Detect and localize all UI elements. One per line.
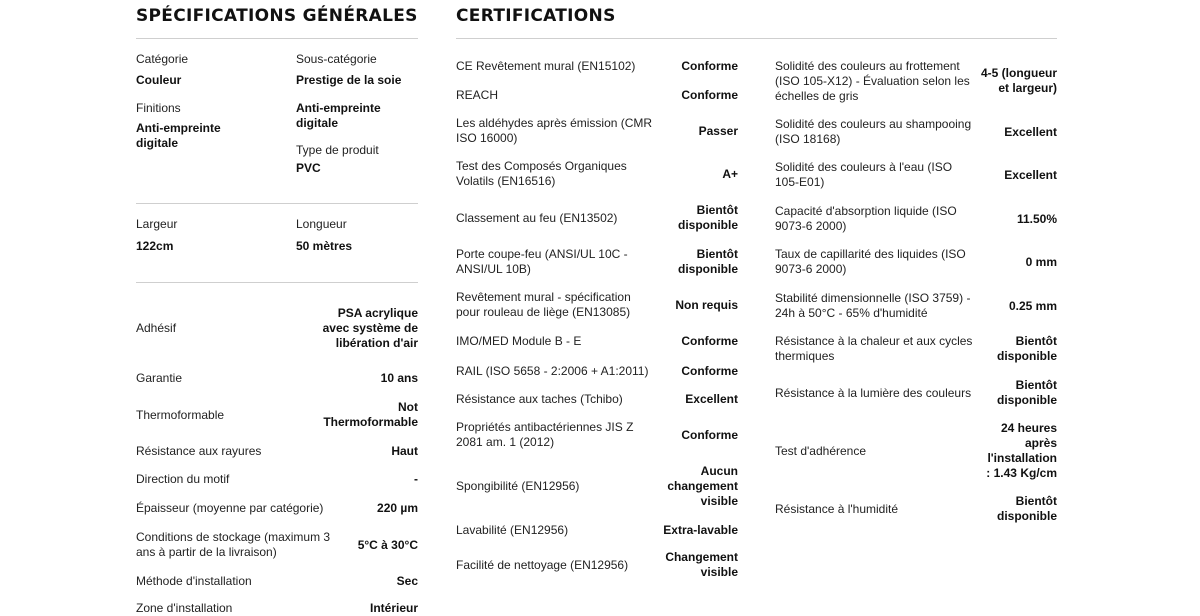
cert-label: Solidité des couleurs à l'eau (ISO 105-E01) bbox=[775, 160, 953, 189]
cert-row bbox=[456, 159, 738, 189]
cert-label: IMO/MED Module B - E bbox=[456, 333, 582, 348]
certifications-title: CERTIFICATIONS bbox=[456, 6, 616, 26]
cert-label: RAIL (ISO 5658 - 2:2006 + A1:2011) bbox=[456, 363, 649, 378]
cert-label: Revêtement mural - spécification pour rouleau de liège (EN13085) bbox=[456, 290, 631, 319]
width-value: 122cm bbox=[136, 239, 174, 253]
cert-value: 24 heures après l'installation : 1.43 Kg/cm bbox=[986, 421, 1057, 480]
cert-value: Bientôt disponible bbox=[678, 203, 738, 232]
cert-value: Conforme bbox=[681, 333, 738, 348]
cert-row bbox=[456, 362, 738, 380]
product-type-value: PVC bbox=[296, 161, 321, 175]
cert-row bbox=[775, 204, 1057, 234]
divider bbox=[136, 203, 418, 204]
cert-value: Non requis bbox=[675, 297, 738, 312]
cert-row bbox=[456, 521, 738, 539]
cert-label: Résistance à la chaleur et aux cycles thermiques bbox=[775, 334, 973, 363]
width-label: Largeur bbox=[136, 217, 178, 231]
cert-label: Spongibilité (EN12956) bbox=[456, 478, 580, 493]
cert-value: A+ bbox=[722, 166, 738, 181]
spec-value: 220 µm bbox=[377, 500, 418, 515]
cert-row bbox=[456, 290, 738, 320]
spec-row-pattern-direction bbox=[136, 471, 418, 487]
cert-value: Bientôt disponible bbox=[997, 334, 1057, 363]
product-type-label: Type de produit bbox=[296, 143, 379, 157]
cert-label: Solidité des couleurs au frottement (ISO 105-X12) - Évaluation selon les échelles de gris bbox=[775, 58, 970, 103]
spec-row-install-zone bbox=[136, 600, 418, 616]
cert-label: Facilité de nettoyage (EN12956) bbox=[456, 557, 629, 572]
cert-label: Test d'adhérence bbox=[775, 443, 867, 458]
cert-label: Test des Composés Organiques Volatils (EN16516) bbox=[456, 159, 627, 188]
cert-label: Résistance à la lumière des couleurs bbox=[775, 385, 972, 400]
finish-value-secondary: Anti-empreinte digitale bbox=[296, 101, 381, 130]
category-label: Catégorie bbox=[136, 52, 189, 66]
spec-value: Intérieur bbox=[369, 600, 418, 615]
cert-value: Aucun changement visible bbox=[667, 463, 738, 508]
spec-row-storage bbox=[136, 530, 418, 560]
spec-value: Not Thermoformable bbox=[323, 400, 418, 429]
spec-row-adhesive bbox=[136, 298, 418, 358]
spec-label: Résistance aux rayures bbox=[136, 443, 262, 458]
divider bbox=[456, 38, 1057, 39]
cert-value: Conforme bbox=[681, 363, 738, 378]
cert-label: Porte coupe-feu (ANSI/UL 10C - ANSI/UL 10B) bbox=[456, 247, 628, 276]
cert-value: Conforme bbox=[681, 427, 738, 442]
cert-row bbox=[456, 420, 738, 450]
cert-value: Conforme bbox=[681, 87, 738, 102]
subcategory-value: Prestige de la soie bbox=[296, 73, 402, 87]
cert-value: 0.25 mm bbox=[1008, 298, 1057, 313]
spec-label: Épaisseur (moyenne par catégorie) bbox=[136, 500, 324, 515]
cert-row bbox=[456, 57, 738, 75]
cert-value: Excellent bbox=[685, 391, 738, 406]
divider bbox=[136, 38, 418, 39]
cert-label: Solidité des couleurs au shampooing (ISO 18168) bbox=[775, 117, 972, 146]
cert-row bbox=[456, 203, 738, 233]
cert-value: Excellent bbox=[1004, 124, 1057, 139]
spec-value: Sec bbox=[396, 573, 418, 588]
cert-label: Résistance à l'humidité bbox=[775, 501, 899, 516]
spec-label: Conditions de stockage (maximum 3 ans à partir de la livraison) bbox=[136, 530, 331, 559]
cert-row bbox=[456, 463, 738, 509]
spec-row-thermoformable bbox=[136, 400, 418, 430]
cert-value: Passer bbox=[698, 123, 738, 138]
cert-label: Résistance aux taches (Tchibo) bbox=[456, 391, 623, 406]
cert-value: Changement visible bbox=[665, 550, 738, 579]
cert-row bbox=[775, 247, 1057, 277]
spec-value: 10 ans bbox=[380, 370, 418, 385]
cert-value: 0 mm bbox=[1025, 254, 1057, 269]
spec-row-thickness bbox=[136, 500, 418, 516]
spec-label: Direction du motif bbox=[136, 471, 230, 486]
cert-row bbox=[775, 160, 1057, 190]
cert-label: Lavabilité (EN12956) bbox=[456, 522, 569, 537]
cert-label: Propriétés antibactériennes JIS Z 2081 am. 1 (2012) bbox=[456, 420, 634, 449]
cert-label: CE Revêtement mural (EN15102) bbox=[456, 58, 636, 73]
cert-value: 11.50% bbox=[1016, 211, 1057, 226]
length-label: Longueur bbox=[296, 217, 347, 231]
cert-value: Conforme bbox=[681, 58, 738, 73]
general-title: SPÉCIFICATIONS GÉNÉRALES bbox=[136, 6, 418, 26]
cert-row bbox=[775, 58, 1057, 104]
cert-row bbox=[775, 378, 1057, 408]
cert-value: Excellent bbox=[1004, 167, 1057, 182]
cert-value: Bientôt disponible bbox=[997, 378, 1057, 407]
cert-row bbox=[775, 334, 1057, 364]
cert-row bbox=[775, 291, 1057, 321]
cert-value: Bientôt disponible bbox=[678, 247, 738, 276]
spec-value: PSA acrylique avec système de libération d'air bbox=[322, 305, 418, 350]
cert-value: 4-5 (longueur et largeur) bbox=[980, 66, 1057, 95]
cert-label: Stabilité dimensionnelle (ISO 3759) - 24h à 50°C - 65% d'humidité bbox=[775, 291, 971, 320]
cert-label: Classement au feu (EN13502) bbox=[456, 210, 618, 225]
cert-value: Extra-lavable bbox=[663, 522, 738, 537]
spec-value: - bbox=[414, 471, 418, 486]
subcategory-label: Sous-catégorie bbox=[296, 52, 377, 66]
cert-row bbox=[456, 86, 738, 104]
category-value: Couleur bbox=[136, 73, 182, 87]
cert-label: REACH bbox=[456, 87, 499, 102]
spec-row-install-method bbox=[136, 573, 418, 589]
spec-label: Méthode d'installation bbox=[136, 573, 252, 588]
cert-row bbox=[456, 390, 738, 408]
spec-row-scratch bbox=[136, 443, 418, 459]
cert-row bbox=[775, 117, 1057, 147]
divider bbox=[136, 282, 418, 283]
cert-label: Les aldéhydes après émission (CMR ISO 16000) bbox=[456, 116, 653, 145]
cert-row bbox=[456, 550, 738, 580]
cert-label: Capacité d'absorption liquide (ISO 9073-6 2000) bbox=[775, 204, 957, 233]
finish-label: Finitions bbox=[136, 101, 181, 115]
cert-row bbox=[456, 332, 738, 350]
cert-row bbox=[775, 494, 1057, 524]
spec-value: 5°C à 30°C bbox=[357, 537, 418, 552]
finish-value: Anti-empreinte digitale bbox=[136, 121, 221, 150]
spec-label: Thermoformable bbox=[136, 407, 225, 422]
cert-row bbox=[456, 116, 738, 146]
cert-row bbox=[456, 247, 738, 277]
spec-label: Adhésif bbox=[136, 320, 177, 335]
spec-row-warranty bbox=[136, 370, 418, 386]
length-value: 50 mètres bbox=[296, 239, 353, 253]
cert-value: Bientôt disponible bbox=[997, 494, 1057, 523]
cert-row bbox=[775, 420, 1057, 482]
spec-label: Zone d'installation bbox=[136, 600, 233, 615]
cert-label: Taux de capillarité des liquides (ISO 9073-6 2000) bbox=[775, 247, 966, 276]
spec-label: Garantie bbox=[136, 370, 183, 385]
spec-value: Haut bbox=[391, 443, 418, 458]
